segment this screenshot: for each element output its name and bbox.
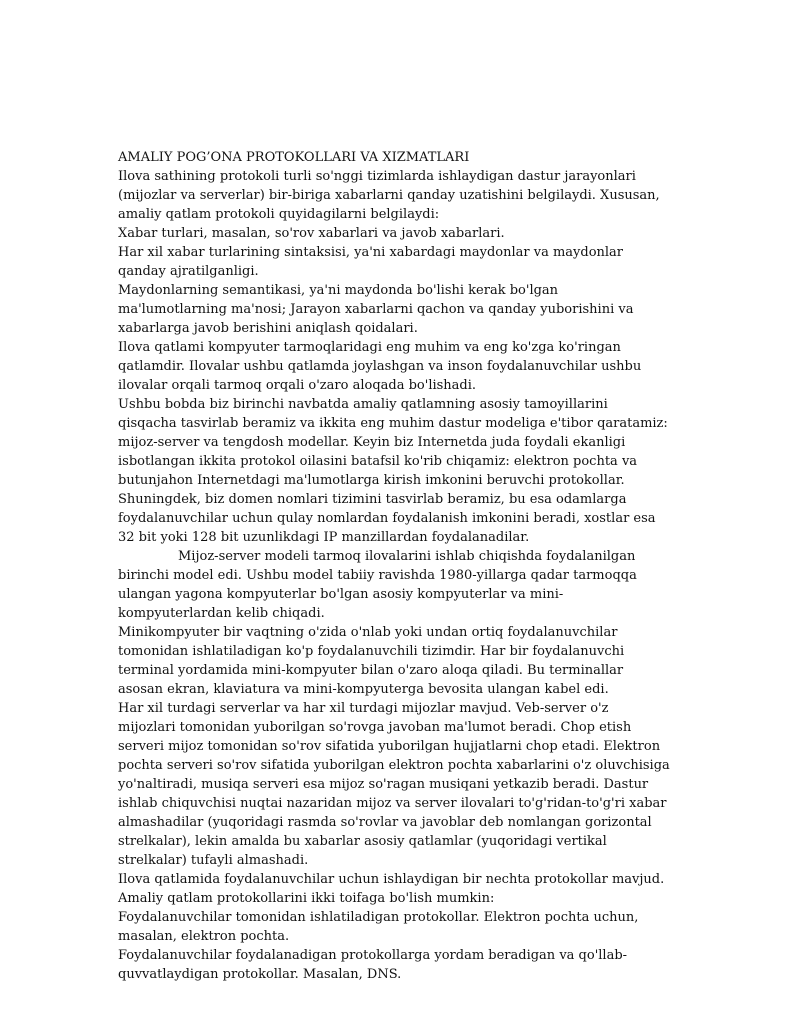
paragraph-application-layer: Ilova qatlami kompyuter tarmoqlaridagi eng muhim va eng ko'zga ko'ringan qatlamdir. Ilovalar ushbu qatlamda joylashgan va inson foydalanuvchilar ushbu ilovalar orqali tarmoq orqali o'zaro aloqada bo'lishadi. [118, 340, 642, 393]
paragraph-support-protocols: Foydalanuvchilar foydalanadigan protokollarga yordam beradigan va qo'llab-quvvatlaydigan protokollar. Masalan, DNS. [118, 948, 628, 982]
paragraph-minicomputer: Minikompyuter bir vaqtning o'zida o'nlab yoki undan ortiq foydalanuvchilar tomonidan ishlatiladigan ko'p foydalanuvchili tizimdir. Har bir foydalanuvchi terminal yordamida mini-kompyuter bilan o'zaro aloqa qiladi. Bu terminallar asosan ekran, klaviatura va mini-kompyuterga bevosita ulangan kabel edi. [118, 625, 625, 697]
paragraph-protocol-categories: Ilova qatlamida foydalanuvchilar uchun ishlaydigan bir nechta protokollar mavjud. Amaliy qatlam protokollarini ikki toifaga bo'lish mumkin: [118, 872, 665, 906]
paragraph-chapter-overview: Ushbu bobda biz birinchi navbatda amaliy qatlamning asosiy tamoyillarini qisqacha tasvirlab beramiz va ikkita eng muhim dastur modeliga e'tibor qaratamiz: mijoz-server va tengdosh modellar. Keyin biz Internetda juda foydali ekanligi isbotlangan ikkita protokol oilasini batafsil ko'rib chiqamiz: elektron pochta va butunjahon Internetdagi ma'lumotlarga kirish imkonini beruvchi protokollar. Shuningdek, biz domen nomlari tizimini tasvirlab beramiz, bu esa odamlarga foydalanuvchilar uchun qulay nomlardan foydalanish imkonini beradi, xostlar esa 32 bit yoki 128 bit uzunlikdagi IP manzillardan foydalanadilar. [118, 397, 668, 545]
document-title: AMALIY POG’ONA PROTOKOLLARI VA XIZMATLARI [118, 150, 470, 165]
paragraph-semantics: Maydonlarning semantikasi, ya'ni maydonda bo'lishi kerak bo'lgan ma'lumotlarning ma'nosi; Jarayon xabarlarni qachon va qanday yuborishini va xabarlarga javob berishini aniqlash qoidalari. [118, 283, 634, 336]
paragraph-message-types: Xabar turlari, masalan, so'rov xabarlari va javob xabarlari. [118, 226, 505, 241]
paragraph-syntax: Har xil xabar turlarining sintaksisi, ya'ni xabardagi maydonlar va maydonlar qanday ajratilganligi. [118, 245, 624, 279]
document-page [118, 148, 670, 984]
paragraph-server-types: Har xil turdagi serverlar va har xil turdagi mijozlar mavjud. Veb-server o'z mijozlari tomonidan yuborilgan so'rovga javoban ma'lumot beradi. Chop etish serveri mijoz tomonidan so'rov sifatida yuborilgan hujjatlarni chop etadi. Elektron pochta serveri so'rov sifatida yuborilgan elektron pochta xabarlarini o'z oluvchisiga yo'naltiradi, musiqa serveri esa mijoz so'ragan musiqani yetkazib beradi. Dastur ishlab chiquvchisi nuqtai nazaridan mijoz va server ilovalari to'g'ridan-to'g'ri xabar almashadilar (yuqoridagi rasmda so'rovlar va javoblar deb nomlangan gorizontal strelkalar), lekin amalda bu xabarlar asosiy qatlamlar (yuqoridagi vertikal strelkalar) tufayli almashadi. [118, 701, 670, 868]
paragraph-client-server-model: Mijoz-server modeli tarmoq ilovalarini ishlab chiqishda foydalanilgan birinchi model edi. Ushbu model tabiiy ravishda 1980-yillarga qadar tarmoqqa ulangan yagona kompyuterlar bo'lgan asosiy kompyuterlar va mini-kompyuterlardan kelib chiqadi. [118, 549, 637, 621]
paragraph-user-protocols: Foydalanuvchilar tomonidan ishlatiladigan protokollar. Elektron pochta uchun, masalan, elektron pochta. [118, 910, 639, 944]
paragraph-intro: Ilova sathining protokoli turli so'nggi tizimlarda ishlaydigan dastur jarayonlari (mijozlar va serverlar) bir-biriga xabarlarni qanday uzatishini belgilaydi. Xususan, amaliy qatlam protokoli quyidagilarni belgilaydi: [118, 169, 660, 222]
